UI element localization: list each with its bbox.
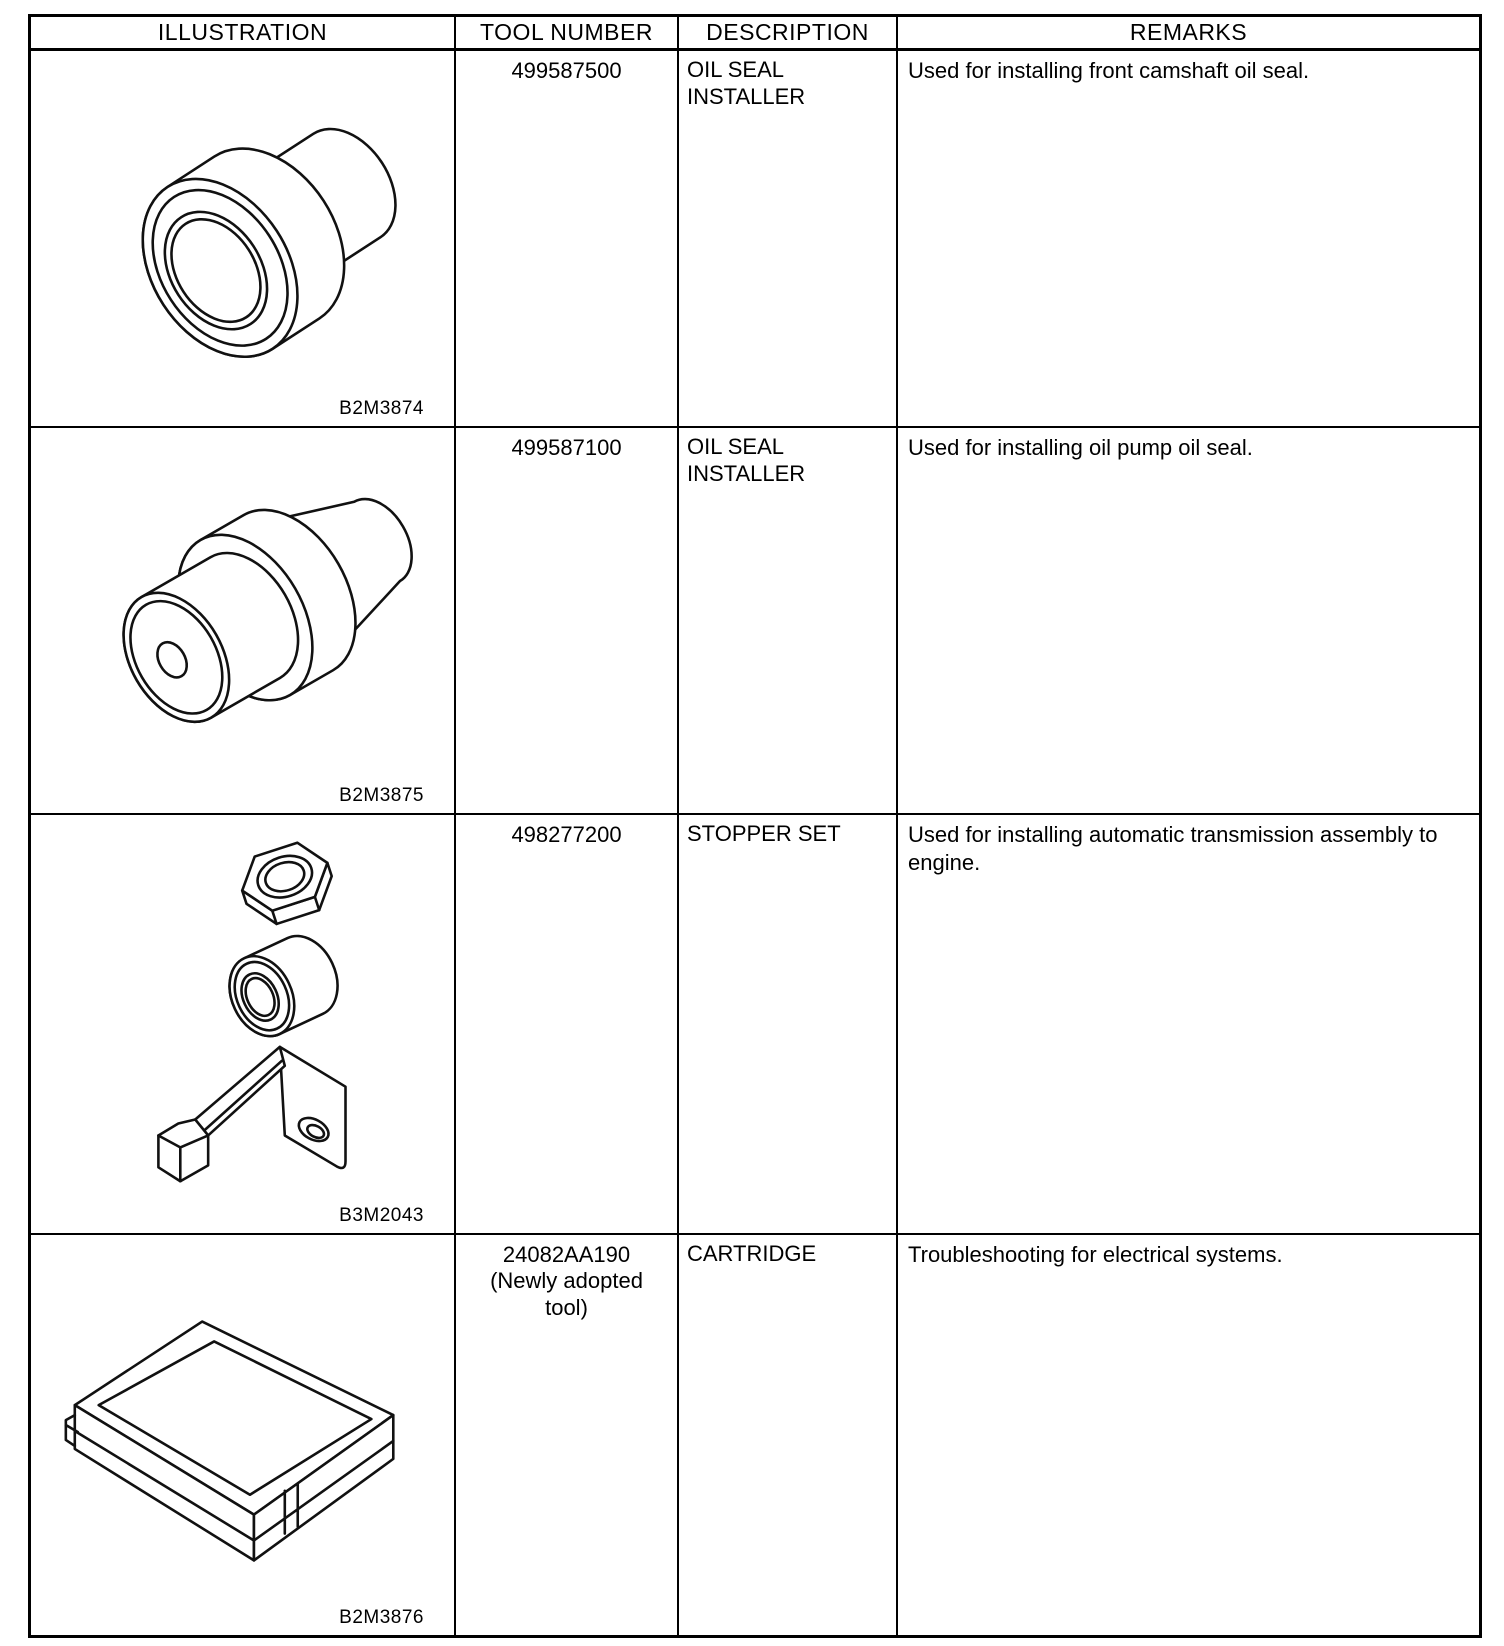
illustration-cell [31,1235,456,1635]
figure-code: B2M3876 [339,1607,424,1628]
tool-number-cell [456,428,679,815]
tool-number-cell [456,1235,679,1635]
tool-description: OIL SEAL INSTALLER [687,434,806,486]
tool-remarks: Used for installing front camshaft oil seal. [908,58,1310,83]
tool-description: STOPPER SET [687,821,841,846]
figure-code: B3M2043 [339,1205,424,1226]
col-header-description-label: DESCRIPTION [706,19,869,45]
tool-remarks: Used for installing automatic transmission assembly to engine. [908,822,1438,875]
remarks-cell [898,428,1479,815]
tool-remarks: Troubleshooting for electrical systems. [908,1242,1283,1267]
tool-number: 24082AA190 [502,1242,631,1267]
figure-code: B2M3874 [339,398,424,419]
col-header-description [679,17,898,51]
illustration-cell [31,51,456,428]
tool-number: 499587500 [511,58,622,83]
tool-number-note: (Newly adopted tool) [490,1268,643,1320]
illustration-cell [31,428,456,815]
description-cell [679,51,898,428]
tool-number: 499587100 [511,435,622,460]
remarks-cell [898,1235,1479,1635]
oil-seal-installer-front-camshaft-illustration-icon [31,51,454,426]
description-cell [679,815,898,1235]
col-header-illustration-label: ILLUSTRATION [157,19,328,45]
remarks-cell [898,815,1479,1235]
illustration-cell [31,815,456,1235]
col-header-tool-number [456,17,679,51]
tool-description: OIL SEAL INSTALLER [687,57,806,109]
description-cell [679,1235,898,1635]
cartridge-illustration-icon [31,1235,454,1635]
stopper-set-illustration-icon [31,815,454,1233]
description-cell [679,428,898,815]
remarks-cell [898,51,1479,428]
oil-seal-installer-oil-pump-illustration-icon [31,428,454,813]
tool-number: 498277200 [511,822,622,847]
col-header-remarks [898,17,1479,51]
tool-number-cell [456,51,679,428]
col-header-tool-number-label: TOOL NUMBER [480,19,653,45]
tool-description: CARTRIDGE [687,1241,817,1266]
tool-remarks: Used for installing oil pump oil seal. [908,435,1253,460]
tool-number-cell [456,815,679,1235]
col-header-illustration [31,17,456,51]
special-tools-table [28,14,1482,1638]
col-header-remarks-label: REMARKS [1129,19,1248,45]
figure-code: B2M3875 [339,785,424,806]
